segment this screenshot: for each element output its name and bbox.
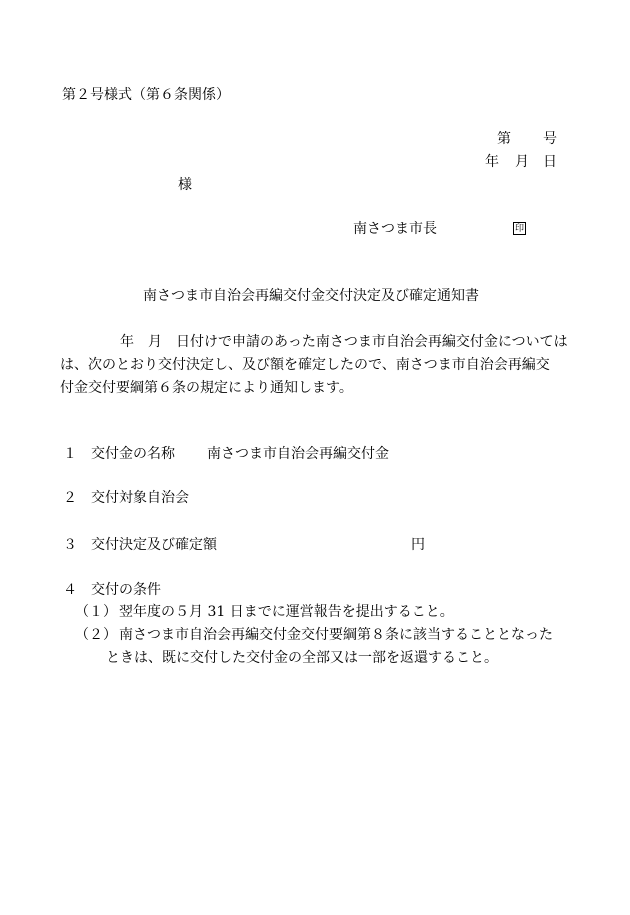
addressee-suffix: 様 (178, 177, 192, 193)
issuer-seal (513, 221, 526, 235)
condition-1-text: 翌年度の５月 31 日までに運営報告を提出すること。 (119, 604, 454, 620)
issuer-name: 南さつま市長 (353, 221, 437, 237)
date-month: 月 (515, 154, 529, 170)
body-line-1: 年 月 日付けで申請のあった南さつま市自治会再編交付金については (120, 334, 568, 350)
item-3-number: ３ (63, 537, 77, 553)
condition-2-text-cont: ときは、既に交付した交付金の全部又は一部を返還すること。 (106, 650, 498, 666)
item-3-label: 交付決定及び確定額 (91, 537, 217, 553)
item-1-value: 南さつま市自治会再編交付金 (207, 446, 389, 462)
conditions-number: ４ (63, 582, 77, 598)
document-title: 南さつま市自治会再編交付金交付決定及び確定通知書 (143, 288, 479, 304)
condition-2-number: （２） (75, 627, 117, 643)
date-day: 日 (543, 154, 557, 170)
body-line-3: 付金交付要綱第６条の規定により通知します。 (60, 380, 353, 396)
doc-number-dai: 第 (497, 131, 511, 147)
item-1-label: 交付金の名称 (91, 446, 175, 462)
date-year: 年 (485, 154, 499, 170)
doc-number-go: 号 (543, 131, 557, 147)
item-2-label: 交付対象自治会 (91, 490, 189, 506)
item-2-number: ２ (63, 490, 77, 506)
item-3-yen: 円 (411, 537, 425, 553)
seal-mark: 印 (514, 223, 524, 234)
form-label: 第２号様式（第６条関係） (62, 87, 230, 103)
condition-1-number: （１） (75, 604, 117, 620)
conditions-label: 交付の条件 (91, 582, 161, 598)
condition-2-text: 南さつま市自治会再編交付金交付要綱第８条に該当することとなった (119, 627, 553, 643)
body-line-2: は、次のとおり交付決定し、及び額を確定したので、南さつま市自治会再編交 (60, 357, 550, 373)
item-1-number: １ (63, 446, 77, 462)
